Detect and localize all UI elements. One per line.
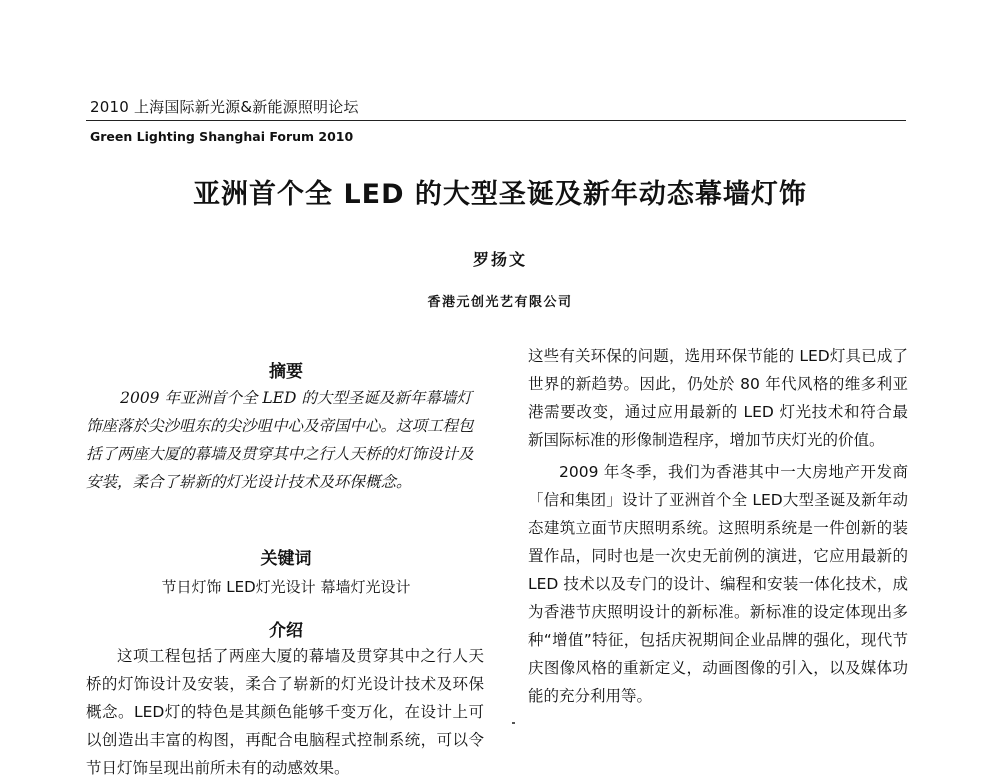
paper-title: 亚洲首个全 LED 的大型圣诞及新年动态幕墙灯饰 — [193, 179, 807, 210]
right-paragraph-2: 2009 年冬季，我们为香港其中一大房地产开发商「信和集团」设计了亚洲首个全 LED大型圣诞及新年动态建筑立面节庆照明系统。这照明系统是一件创新的装置作品，同时也是一次史无前例的演进，它应用最新的 LED 技术以及专门的设计、编程和安装一体化技术，成为香港节庆照明设计的新标准。新标准的设定体现出多种“增值”特征，包括庆祝期间企业品牌的强化，现代节庆图像风格的重新定义，动画图像的引入，以及媒体功能的充分利用等。 — [528, 463, 908, 705]
author-name: 罗扬文 — [472, 250, 527, 269]
abstract-heading: 摘要 — [269, 362, 303, 382]
author-affiliation: 香港元创光艺有限公司 — [427, 295, 573, 310]
abstract-body — [86, 384, 484, 532]
running-header-english: Green Lighting Shanghai Forum 2010 — [90, 129, 354, 144]
running-header-chinese: 2010 上海国际新光源&新能源照明论坛 — [90, 98, 359, 116]
introduction-heading: 介绍 — [269, 621, 303, 641]
header-divider — [86, 120, 906, 121]
keywords-list: 节日灯饰 LED灯光设计 幕墙灯光设计 — [161, 578, 411, 596]
right-paragraph-1: 这些有关环保的问题，选用环保节能的 LED灯具已成了世界的新趋势。因此，仍处於 80 年代风格的维多利亚港需要改变，通过应用最新的 LED 灯光技术和符合最新国际标准的形像制造程序，增加节庆灯光的价值。 — [528, 347, 908, 449]
keywords-heading: 关键词 — [260, 549, 312, 569]
introduction-body — [86, 642, 484, 777]
introduction-text: 这项工程包括了两座大厦的幕墙及贯穿其中之行人天桥的灯饰设计及安装，柔合了崭新的灯光设计技术及环保概念。LED灯的特色是其颜色能够千变万化，在设计上可以创造出丰富的构图，再配合电脑程式控制系统，可以令节日灯饰呈现出前所未有的动感效果。 — [86, 647, 484, 777]
abstract-text: 2009 年亚洲首个全 LED 的大型圣诞及新年幕墙灯饰座落於尖沙咀东的尖沙咀中心及帝国中心。这项工程包括了两座大厦的幕墙及贯穿其中之行人天桥的灯饰设计及安装，柔合了崭新的灯光设计技术及环保概念。 — [86, 389, 474, 491]
scan-speck — [512, 722, 515, 724]
right-column — [528, 342, 908, 760]
